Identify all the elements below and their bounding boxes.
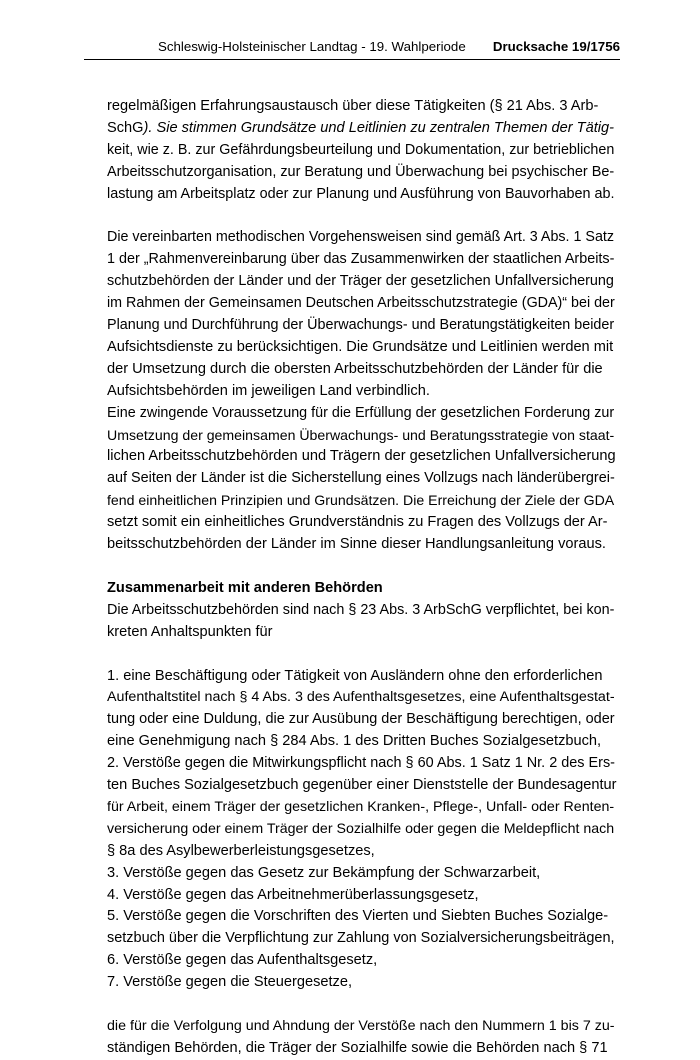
text-line: Aufsichtsbehörden im jeweiligen Land verbindlich. bbox=[107, 382, 430, 399]
list-line: ten Buches Sozialgesetzbuch gegenüber einer Dienststelle der Bundesagentur bbox=[107, 777, 617, 794]
text-line: die für die Verfolgung und Ahndung der Verstöße nach den Nummern 1 bis 7 zu- bbox=[107, 1018, 615, 1034]
text-line: kreten Anhaltspunkten für bbox=[107, 623, 273, 640]
text-line: ständigen Behörden, die Träger der Sozialhilfe sowie die Behörden nach § 71 bbox=[107, 1039, 608, 1056]
text-line: im Rahmen der Gemeinsamen Deutschen Arbeitsschutzstrategie (GDA)“ bei der bbox=[107, 295, 615, 312]
text-line: Planung und Durchführung der Überwachungs- und Beratungstätigkeiten beider bbox=[107, 317, 615, 334]
text-segment-italic: ). Sie stimmen Grundsätze und Leitlinien zu zentralen Themen der Tätig- bbox=[143, 119, 614, 136]
text-line: Aufsichtsdienste zu berücksichtigen. Die Grundsätze und Leitlinien werden mit bbox=[107, 338, 614, 355]
text-line: Eine zwingende Voraussetzung für die Erfüllung der gesetzlichen Forderung zur bbox=[107, 404, 615, 421]
paragraph-exchange bbox=[107, 96, 617, 206]
paragraph-spacer bbox=[107, 206, 617, 228]
header-divider bbox=[84, 59, 620, 60]
paragraph-spacer bbox=[107, 556, 617, 578]
text-line: lichen Arbeitsschutzbehörden und Trägern der gesetzlichen Unfallversicherung bbox=[107, 448, 616, 465]
list-line: 1. eine Beschäftigung oder Tätigkeit von Ausländern ohne den erforderlichen bbox=[107, 667, 603, 684]
list-line: 5. Verstöße gegen die Vorschriften des Vierten und Siebten Buches Sozialge- bbox=[107, 908, 609, 925]
text-line: lastung am Arbeitsplatz oder zur Planung und Ausführung von Bauvorhaben ab. bbox=[107, 185, 615, 202]
text-line: Arbeitsschutzorganisation, zur Beratung und Überwachung bei psychischer Be- bbox=[107, 163, 615, 180]
list-line: für Arbeit, einem Träger der gesetzlichen Kranken-, Pflege-, Unfall- oder Renten- bbox=[107, 798, 615, 815]
paragraph-spacer bbox=[107, 644, 617, 666]
text-line: Die Arbeitsschutzbehörden sind nach § 23 Abs. 3 ArbSchG verpflichtet, bei kon- bbox=[107, 601, 615, 618]
list-line: 3. Verstöße gegen das Gesetz zur Bekämpfung der Schwarzarbeit, bbox=[107, 864, 541, 881]
text-line: der Umsetzung durch die obersten Arbeitsschutzbehörden der Länder für die bbox=[107, 360, 603, 377]
header-title: Schleswig-Holsteinischer Landtag - 19. Wahlperiode bbox=[158, 39, 466, 54]
list-line: 6. Verstöße gegen das Aufenthaltsgesetz, bbox=[107, 952, 378, 969]
page-header bbox=[84, 39, 620, 59]
text-line bbox=[107, 118, 617, 140]
text-line: fend einheitlichen Prinzipien und Grundsätzen. Die Erreichung der Ziele der GDA bbox=[107, 492, 615, 509]
section-heading: Zusammenarbeit mit anderen Behörden bbox=[107, 579, 383, 596]
text-line: beitsschutzbehörden der Länder im Sinne dieser Handlungsanleitung voraus. bbox=[107, 536, 606, 553]
paragraph-requirement bbox=[107, 403, 617, 556]
text-segment: SchG bbox=[107, 119, 144, 136]
text-line: Die vereinbarten methodischen Vorgehensweisen sind gemäß Art. 3 Abs. 1 Satz bbox=[107, 229, 615, 246]
list-line: eine Genehmigung nach § 284 Abs. 1 des Dritten Buches Sozialgesetzbuch, bbox=[107, 733, 602, 750]
paragraph-methods bbox=[107, 227, 617, 402]
text-line: Umsetzung der gemeinsamen Überwachungs- und Beratungsstrategie von staat- bbox=[107, 426, 615, 443]
list-line: setzbuch über die Verpflichtung zur Zahlung von Sozialversicherungsbeiträgen, bbox=[107, 930, 615, 947]
list-line: 4. Verstöße gegen das Arbeitnehmerüberlassungsgesetz, bbox=[107, 886, 479, 903]
text-line: schutzbehörden der Länder und der Träger der gesetzlichen Unfallversicherung bbox=[107, 273, 614, 290]
list-line: versicherung oder einem Träger der Sozialhilfe oder gegen die Meldepflicht nach bbox=[107, 820, 615, 837]
list-line: 7. Verstöße gegen die Steuergesetze, bbox=[107, 974, 353, 991]
list-line: tung oder eine Duldung, die zur Ausübung der Beschäftigung berechtigen, oder bbox=[107, 711, 615, 728]
text-line: keit, wie z. B. zur Gefährdungsbeurteilung und Dokumentation, zur betrieblichen bbox=[107, 141, 615, 158]
text-line: 1 der „Rahmenvereinbarung über das Zusammenwirken der staatlichen Arbeits- bbox=[107, 251, 615, 268]
text-line: setzt somit ein einheitliches Grundverständnis zu Fragen des Vollzugs der Ar- bbox=[107, 514, 608, 531]
list-line: § 8a des Asylbewerberleistungsgesetzes, bbox=[107, 842, 375, 859]
paragraph-spacer bbox=[107, 994, 617, 1016]
text-line: auf Seiten der Länder ist die Sicherstellung eines Vollzugs nach länderübergrei- bbox=[107, 470, 615, 487]
numbered-list bbox=[107, 666, 617, 995]
section-cooperation bbox=[107, 578, 617, 644]
text-line: regelmäßigen Erfahrungsaustausch über diese Tätigkeiten (§ 21 Abs. 3 Arb- bbox=[107, 98, 599, 114]
document-number: Drucksache 19/1756 bbox=[492, 39, 620, 54]
document-body bbox=[107, 96, 617, 1060]
list-line: Aufenthaltstitel nach § 4 Abs. 3 des Aufenthaltsgesetzes, eine Aufenthaltsgestat- bbox=[107, 689, 615, 706]
paragraph-closing bbox=[107, 1016, 617, 1060]
list-line: 2. Verstöße gegen die Mitwirkungspflicht nach § 60 Abs. 1 Satz 1 Nr. 2 des Ers- bbox=[107, 755, 615, 772]
